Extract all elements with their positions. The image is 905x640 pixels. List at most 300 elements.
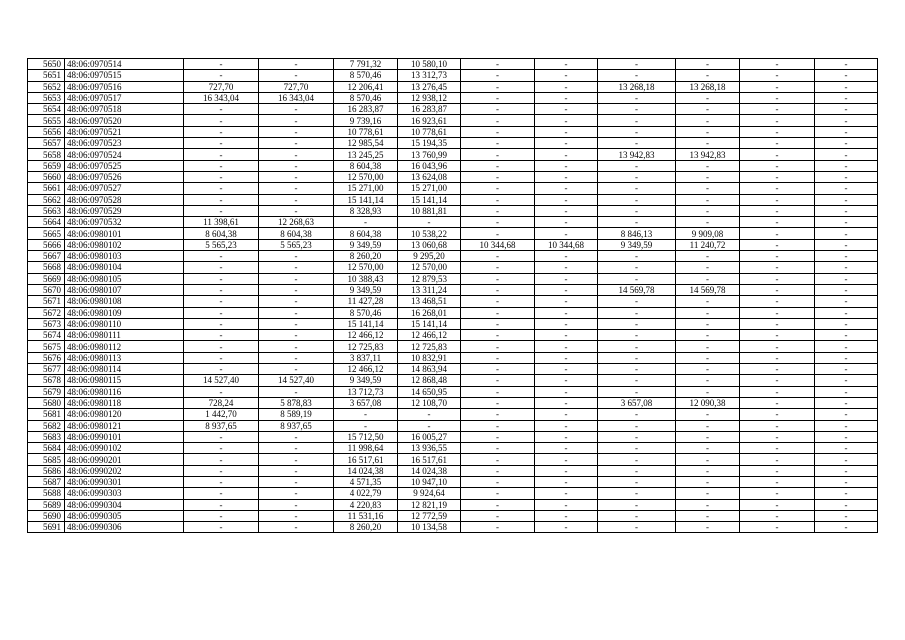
value-cell: 12 725,83 xyxy=(334,341,398,352)
value-cell: 15 141,14 xyxy=(334,194,398,205)
value-cell: - xyxy=(598,70,676,81)
value-cell: - xyxy=(815,59,878,70)
row-number-cell: 5689 xyxy=(28,499,65,510)
value-cell: - xyxy=(740,375,815,386)
value-cell: 10 388,43 xyxy=(334,273,398,284)
cadastral-number-cell: 48:06:0990201 xyxy=(65,454,184,465)
value-cell: 8 937,65 xyxy=(259,420,334,431)
value-cell: - xyxy=(676,104,740,115)
value-cell: - xyxy=(740,160,815,171)
value-cell: - xyxy=(259,171,334,182)
value-cell: - xyxy=(184,522,259,533)
value-cell: - xyxy=(461,126,535,137)
value-cell: - xyxy=(676,510,740,521)
cadastral-number-cell: 48:06:0980113 xyxy=(65,352,184,363)
value-cell: - xyxy=(740,59,815,70)
value-cell: - xyxy=(676,386,740,397)
table-row xyxy=(28,476,878,487)
table-row xyxy=(28,262,878,273)
row-number-cell: 5668 xyxy=(28,262,65,273)
cadastral-number-cell: 48:06:0970527 xyxy=(65,183,184,194)
value-cell: 9 924,64 xyxy=(398,488,461,499)
value-cell: 12 570,00 xyxy=(334,262,398,273)
value-cell: - xyxy=(598,251,676,262)
value-cell: - xyxy=(461,454,535,465)
value-cell: - xyxy=(461,364,535,375)
cadastral-number-cell: 48:06:0980104 xyxy=(65,262,184,273)
value-cell: 12 938,12 xyxy=(398,92,461,103)
value-cell: - xyxy=(676,138,740,149)
value-cell: - xyxy=(598,318,676,329)
value-cell: - xyxy=(259,194,334,205)
value-cell: - xyxy=(598,217,676,228)
row-number-cell: 5691 xyxy=(28,522,65,533)
value-cell: 14 527,40 xyxy=(259,375,334,386)
value-cell: - xyxy=(740,352,815,363)
cadastral-number-cell: 48:06:0990305 xyxy=(65,510,184,521)
value-cell: - xyxy=(535,465,598,476)
value-cell: - xyxy=(740,431,815,442)
value-cell: - xyxy=(740,522,815,533)
row-number-cell: 5688 xyxy=(28,488,65,499)
value-cell: - xyxy=(535,341,598,352)
value-cell: - xyxy=(535,228,598,239)
value-cell: - xyxy=(815,397,878,408)
value-cell: 4 220,83 xyxy=(334,499,398,510)
value-cell: - xyxy=(461,375,535,386)
value-cell: 727,70 xyxy=(184,81,259,92)
value-cell: 12 466,12 xyxy=(334,330,398,341)
value-cell: - xyxy=(259,454,334,465)
value-cell: - xyxy=(676,431,740,442)
value-cell: - xyxy=(535,409,598,420)
value-cell: 11 427,28 xyxy=(334,296,398,307)
value-cell: - xyxy=(259,499,334,510)
value-cell: - xyxy=(184,160,259,171)
value-cell: - xyxy=(598,171,676,182)
value-cell: - xyxy=(535,273,598,284)
value-cell: - xyxy=(676,375,740,386)
row-number-cell: 5658 xyxy=(28,149,65,160)
value-cell: 14 569,78 xyxy=(676,284,740,295)
row-number-cell: 5677 xyxy=(28,364,65,375)
value-cell: - xyxy=(740,70,815,81)
value-cell: 15 271,00 xyxy=(398,183,461,194)
value-cell: - xyxy=(461,273,535,284)
table-row xyxy=(28,386,878,397)
table-row xyxy=(28,284,878,295)
value-cell: 16 283,87 xyxy=(334,104,398,115)
row-number-cell: 5671 xyxy=(28,296,65,307)
value-cell: 13 311,24 xyxy=(398,284,461,295)
cadastral-number-cell: 48:06:0970524 xyxy=(65,149,184,160)
value-cell: 15 141,14 xyxy=(398,194,461,205)
value-cell: - xyxy=(740,510,815,521)
value-cell: 4 022,79 xyxy=(334,488,398,499)
value-cell: - xyxy=(676,70,740,81)
value-cell: - xyxy=(334,420,398,431)
value-cell: 12 570,00 xyxy=(334,171,398,182)
row-number-cell: 5657 xyxy=(28,138,65,149)
value-cell: - xyxy=(598,296,676,307)
value-cell: 16 343,04 xyxy=(184,92,259,103)
value-cell: - xyxy=(815,476,878,487)
value-cell: - xyxy=(598,409,676,420)
cadastral-number-cell: 48:06:0980116 xyxy=(65,386,184,397)
value-cell: - xyxy=(461,138,535,149)
row-number-cell: 5670 xyxy=(28,284,65,295)
value-cell: - xyxy=(184,465,259,476)
value-cell: 10 580,10 xyxy=(398,59,461,70)
value-cell: 3 657,08 xyxy=(598,397,676,408)
value-cell: - xyxy=(535,149,598,160)
row-number-cell: 5665 xyxy=(28,228,65,239)
value-cell: - xyxy=(740,217,815,228)
value-cell: - xyxy=(598,364,676,375)
value-cell: 8 937,65 xyxy=(184,420,259,431)
value-cell: - xyxy=(740,318,815,329)
table-row xyxy=(28,205,878,216)
row-number-cell: 5686 xyxy=(28,465,65,476)
value-cell: - xyxy=(535,183,598,194)
value-cell: 15 194,35 xyxy=(398,138,461,149)
value-cell: - xyxy=(259,431,334,442)
table-row xyxy=(28,239,878,250)
value-cell: - xyxy=(598,465,676,476)
cadastral-number-cell: 48:06:0980118 xyxy=(65,397,184,408)
value-cell: - xyxy=(740,307,815,318)
value-cell: - xyxy=(184,59,259,70)
table-row xyxy=(28,70,878,81)
value-cell: - xyxy=(740,296,815,307)
value-cell: - xyxy=(740,251,815,262)
value-cell: 12 268,63 xyxy=(259,217,334,228)
value-cell: 15 712,50 xyxy=(334,431,398,442)
value-cell: 11 240,72 xyxy=(676,239,740,250)
value-cell: - xyxy=(535,454,598,465)
value-cell: - xyxy=(259,59,334,70)
value-cell: - xyxy=(461,160,535,171)
value-cell: - xyxy=(184,171,259,182)
value-cell: - xyxy=(676,330,740,341)
value-cell: - xyxy=(535,431,598,442)
table-row xyxy=(28,217,878,228)
value-cell: - xyxy=(815,409,878,420)
table-row xyxy=(28,409,878,420)
value-cell: - xyxy=(740,420,815,431)
value-cell: - xyxy=(598,115,676,126)
value-cell: 10 778,61 xyxy=(398,126,461,137)
value-cell: - xyxy=(461,81,535,92)
value-cell: - xyxy=(535,318,598,329)
row-number-cell: 5681 xyxy=(28,409,65,420)
value-cell: - xyxy=(259,364,334,375)
value-cell: - xyxy=(461,262,535,273)
value-cell: - xyxy=(461,171,535,182)
value-cell: - xyxy=(184,115,259,126)
value-cell: - xyxy=(740,194,815,205)
value-cell: - xyxy=(676,499,740,510)
value-cell: - xyxy=(535,126,598,137)
value-cell: - xyxy=(676,318,740,329)
value-cell: - xyxy=(598,273,676,284)
value-cell: 4 571,35 xyxy=(334,476,398,487)
value-cell: 11 998,64 xyxy=(334,443,398,454)
value-cell: 9 349,59 xyxy=(334,284,398,295)
table-row xyxy=(28,330,878,341)
value-cell: - xyxy=(259,183,334,194)
value-cell: - xyxy=(461,92,535,103)
table-row xyxy=(28,160,878,171)
value-cell: - xyxy=(676,262,740,273)
row-number-cell: 5650 xyxy=(28,59,65,70)
row-number-cell: 5682 xyxy=(28,420,65,431)
row-number-cell: 5680 xyxy=(28,397,65,408)
value-cell: 12 570,00 xyxy=(398,262,461,273)
value-cell: - xyxy=(461,217,535,228)
table-row xyxy=(28,318,878,329)
value-cell: - xyxy=(815,126,878,137)
value-cell: 12 821,19 xyxy=(398,499,461,510)
value-cell: - xyxy=(676,183,740,194)
cadastral-number-cell: 48:06:0980103 xyxy=(65,251,184,262)
value-cell: 12 090,38 xyxy=(676,397,740,408)
value-cell: 8 570,46 xyxy=(334,307,398,318)
value-cell: - xyxy=(815,262,878,273)
value-cell: 1 442,70 xyxy=(184,409,259,420)
row-number-cell: 5673 xyxy=(28,318,65,329)
value-cell: - xyxy=(815,431,878,442)
value-cell: - xyxy=(598,476,676,487)
cadastral-number-cell: 48:06:0980121 xyxy=(65,420,184,431)
value-cell: - xyxy=(461,183,535,194)
value-cell: - xyxy=(461,522,535,533)
value-cell: - xyxy=(461,205,535,216)
value-cell: 13 268,18 xyxy=(676,81,740,92)
value-cell: 8 604,38 xyxy=(184,228,259,239)
value-cell: - xyxy=(815,522,878,533)
value-cell: - xyxy=(259,522,334,533)
value-cell: - xyxy=(259,138,334,149)
value-cell: 12 108,70 xyxy=(398,397,461,408)
cadastral-number-cell: 48:06:0970529 xyxy=(65,205,184,216)
row-number-cell: 5675 xyxy=(28,341,65,352)
cadastral-number-cell: 48:06:0970518 xyxy=(65,104,184,115)
value-cell: 12 879,53 xyxy=(398,273,461,284)
value-cell: - xyxy=(598,194,676,205)
table-row xyxy=(28,251,878,262)
value-cell: 16 005,27 xyxy=(398,431,461,442)
value-cell: 14 024,38 xyxy=(334,465,398,476)
value-cell: - xyxy=(598,330,676,341)
value-cell: - xyxy=(259,70,334,81)
value-cell: - xyxy=(740,126,815,137)
value-cell: - xyxy=(461,284,535,295)
value-cell: - xyxy=(461,488,535,499)
value-cell: - xyxy=(535,115,598,126)
value-cell: - xyxy=(815,341,878,352)
value-cell: - xyxy=(259,386,334,397)
value-cell: 12 985,54 xyxy=(334,138,398,149)
value-cell: 13 936,55 xyxy=(398,443,461,454)
value-cell: 10 538,22 xyxy=(398,228,461,239)
value-cell: 8 328,93 xyxy=(334,205,398,216)
value-cell: - xyxy=(676,92,740,103)
value-cell: - xyxy=(461,59,535,70)
value-cell: 16 517,61 xyxy=(398,454,461,465)
value-cell: - xyxy=(259,160,334,171)
value-cell: 14 024,38 xyxy=(398,465,461,476)
value-cell: - xyxy=(535,522,598,533)
value-cell: - xyxy=(676,115,740,126)
cadastral-number-cell: 48:06:0990202 xyxy=(65,465,184,476)
table-row xyxy=(28,194,878,205)
value-cell: - xyxy=(535,375,598,386)
value-cell: - xyxy=(535,194,598,205)
value-cell: 14 650,95 xyxy=(398,386,461,397)
value-cell: - xyxy=(815,510,878,521)
value-cell: - xyxy=(598,454,676,465)
value-cell: - xyxy=(259,104,334,115)
value-cell: - xyxy=(815,138,878,149)
value-cell: - xyxy=(184,104,259,115)
value-cell: - xyxy=(334,409,398,420)
value-cell: - xyxy=(740,115,815,126)
value-cell: 10 344,68 xyxy=(535,239,598,250)
table-row xyxy=(28,92,878,103)
value-cell: - xyxy=(259,488,334,499)
cadastral-number-cell: 48:06:0990303 xyxy=(65,488,184,499)
table-row xyxy=(28,171,878,182)
cadastral-number-cell: 48:06:0980109 xyxy=(65,307,184,318)
value-cell: - xyxy=(334,217,398,228)
value-cell: - xyxy=(815,488,878,499)
cadastral-number-cell: 48:06:0980108 xyxy=(65,296,184,307)
value-cell: - xyxy=(184,251,259,262)
value-cell: - xyxy=(535,284,598,295)
value-cell: - xyxy=(598,307,676,318)
value-cell: - xyxy=(461,251,535,262)
value-cell: - xyxy=(740,330,815,341)
row-number-cell: 5687 xyxy=(28,476,65,487)
value-cell: - xyxy=(184,296,259,307)
table-row xyxy=(28,454,878,465)
value-cell: - xyxy=(676,171,740,182)
cadastral-number-cell: 48:06:0970516 xyxy=(65,81,184,92)
value-cell: - xyxy=(598,92,676,103)
row-number-cell: 5667 xyxy=(28,251,65,262)
value-cell: - xyxy=(676,160,740,171)
value-cell: 13 942,83 xyxy=(676,149,740,160)
value-cell: - xyxy=(461,104,535,115)
value-cell: - xyxy=(461,115,535,126)
value-cell: 5 878,83 xyxy=(259,397,334,408)
value-cell: - xyxy=(535,352,598,363)
value-cell: - xyxy=(259,284,334,295)
value-cell: - xyxy=(598,499,676,510)
value-cell: - xyxy=(259,149,334,160)
value-cell: - xyxy=(461,443,535,454)
value-cell: - xyxy=(740,228,815,239)
value-cell: - xyxy=(598,420,676,431)
value-cell: - xyxy=(461,476,535,487)
value-cell: - xyxy=(815,104,878,115)
table-row xyxy=(28,183,878,194)
value-cell: - xyxy=(535,138,598,149)
value-cell: 9 739,16 xyxy=(334,115,398,126)
value-cell: 11 531,16 xyxy=(334,510,398,521)
row-number-cell: 5653 xyxy=(28,92,65,103)
value-cell: - xyxy=(259,205,334,216)
value-cell: - xyxy=(676,273,740,284)
value-cell: - xyxy=(740,397,815,408)
cadastral-number-cell: 48:06:0970520 xyxy=(65,115,184,126)
value-cell: - xyxy=(535,386,598,397)
value-cell: - xyxy=(461,431,535,442)
value-cell: 8 570,46 xyxy=(334,92,398,103)
value-cell: - xyxy=(740,183,815,194)
value-cell: 3 657,08 xyxy=(334,397,398,408)
cadastral-number-cell: 48:06:0980112 xyxy=(65,341,184,352)
value-cell: 13 276,45 xyxy=(398,81,461,92)
value-cell: - xyxy=(461,296,535,307)
table-body xyxy=(28,59,878,533)
value-cell: 10 778,61 xyxy=(334,126,398,137)
value-cell: - xyxy=(259,443,334,454)
value-cell: 8 260,20 xyxy=(334,522,398,533)
value-cell: - xyxy=(598,126,676,137)
value-cell: - xyxy=(535,160,598,171)
value-cell: - xyxy=(740,341,815,352)
row-number-cell: 5690 xyxy=(28,510,65,521)
value-cell: - xyxy=(184,273,259,284)
value-cell: - xyxy=(259,115,334,126)
value-cell: 9 295,20 xyxy=(398,251,461,262)
value-cell: 15 141,14 xyxy=(334,318,398,329)
value-cell: - xyxy=(184,330,259,341)
table-row xyxy=(28,59,878,70)
row-number-cell: 5652 xyxy=(28,81,65,92)
value-cell: - xyxy=(815,284,878,295)
value-cell: - xyxy=(598,488,676,499)
value-cell: - xyxy=(461,352,535,363)
cadastral-number-cell: 48:06:0970515 xyxy=(65,70,184,81)
value-cell: - xyxy=(676,194,740,205)
table-row xyxy=(28,341,878,352)
value-cell: - xyxy=(184,341,259,352)
value-cell: - xyxy=(815,251,878,262)
value-cell: - xyxy=(259,296,334,307)
cadastral-number-cell: 48:06:0990306 xyxy=(65,522,184,533)
value-cell: - xyxy=(598,375,676,386)
value-cell: - xyxy=(535,488,598,499)
cadastral-number-cell: 48:06:0990304 xyxy=(65,499,184,510)
cadastral-number-cell: 48:06:0980120 xyxy=(65,409,184,420)
value-cell: 12 772,59 xyxy=(398,510,461,521)
value-cell: 12 206,41 xyxy=(334,81,398,92)
value-cell: - xyxy=(815,171,878,182)
cadastral-number-cell: 48:06:0970526 xyxy=(65,171,184,182)
table-row xyxy=(28,499,878,510)
value-cell: - xyxy=(184,318,259,329)
table-row xyxy=(28,149,878,160)
value-cell: 8 260,20 xyxy=(334,251,398,262)
row-number-cell: 5660 xyxy=(28,171,65,182)
cadastral-number-cell: 48:06:0980101 xyxy=(65,228,184,239)
row-number-cell: 5683 xyxy=(28,431,65,442)
value-cell: - xyxy=(676,126,740,137)
value-cell: - xyxy=(598,138,676,149)
